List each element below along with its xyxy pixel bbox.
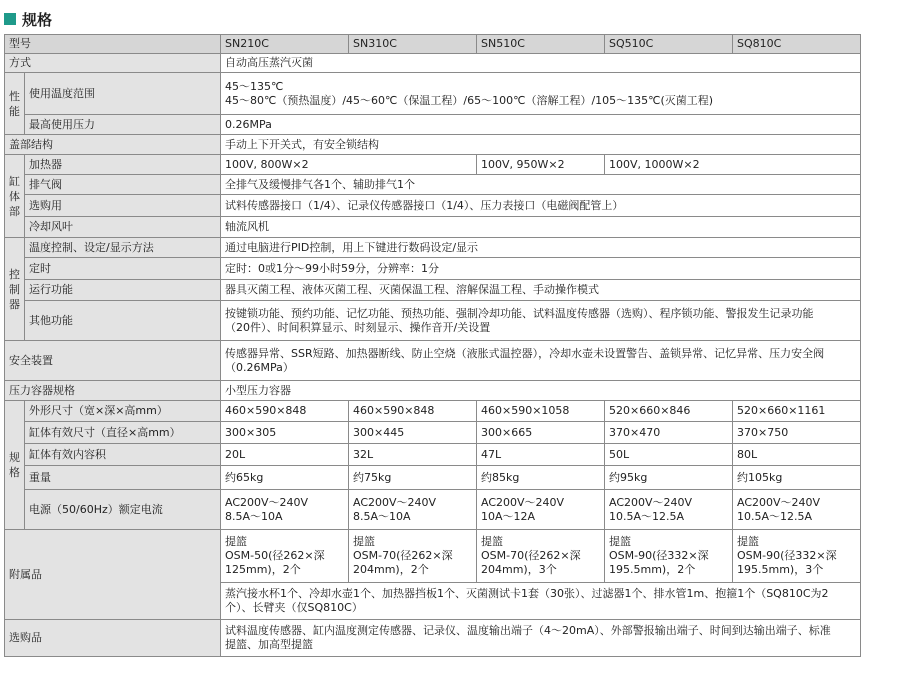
row-label-outer-size: 外形尺寸（宽×深×高mm）: [25, 401, 221, 422]
weight-value: 约75kg: [349, 466, 477, 490]
model-name: SQ810C: [733, 35, 861, 54]
weight-value: 约105kg: [733, 466, 861, 490]
weight-value: 约85kg: [477, 466, 605, 490]
table-row: [5, 422, 861, 444]
outer-size-value: 460×590×848: [349, 401, 477, 422]
volume-value: 50L: [605, 444, 733, 466]
chamber-size-value: 300×665: [477, 422, 605, 444]
model-name: SN210C: [221, 35, 349, 54]
temp-range-value: 45～135℃ 45～80℃（预热温度）/45～60℃（保温工程）/65～100℃（溶解工程）/105～135℃(灭菌工程): [221, 73, 861, 115]
table-row: [5, 444, 861, 466]
heater-value: 100V, 800W×2: [221, 155, 477, 175]
row-label-temp-range: 使用温度范围: [25, 73, 221, 115]
row-label-max-pressure: 最高使用压力: [25, 115, 221, 135]
table-row: [5, 280, 861, 301]
row-label-vessel: 压力容器规格: [5, 381, 221, 401]
weight-value: 约95kg: [605, 466, 733, 490]
table-row: [5, 217, 861, 238]
group-label-body: 缸 体 部: [5, 155, 25, 238]
basket-value: 提篮 OSM-90(径332×深 195.5mm)，3个: [733, 530, 861, 583]
group-label-performance: 性 能: [5, 73, 25, 135]
row-label-accessories: 附属品: [5, 530, 221, 620]
table-row: [5, 301, 861, 341]
common-accessories-value: 蒸汽接水杯1个、冷却水壶1个、加热器挡板1个、灭菌测试卡1套（30张）、过滤器1个、排水管1m、抱箍1个（SQ810C为2 个）、长臂夹（仅SQ810C）: [221, 583, 861, 620]
row-label-lid: 盖部结构: [5, 135, 221, 155]
basket-value: 提篮 OSM-70(径262×深 204mm)，3个: [477, 530, 605, 583]
method-value: 自动高压蒸汽灭菌: [221, 54, 861, 73]
row-label-safety: 安全装置: [5, 341, 221, 381]
row-label-run: 运行功能: [25, 280, 221, 301]
volume-value: 32L: [349, 444, 477, 466]
table-row: [5, 530, 861, 583]
outer-size-value: 460×590×1058: [477, 401, 605, 422]
table-row: [5, 341, 861, 381]
group-label-control: 控 制 器: [5, 238, 25, 341]
section-title: 规格: [22, 10, 53, 29]
run-value: 器具灭菌工程、液体灭菌工程、灭菌保温工程、溶解保温工程、手动操作模式: [221, 280, 861, 301]
row-label-other: 其他功能: [25, 301, 221, 341]
row-label-volume: 缸体有效内容积: [25, 444, 221, 466]
basket-value: 提篮 OSM-50(径262×深 125mm)，2个: [221, 530, 349, 583]
power-value: AC200V～240V 10.5A～12.5A: [733, 490, 861, 530]
table-row: [5, 54, 861, 73]
outer-size-value: 520×660×1161: [733, 401, 861, 422]
table-row: [5, 620, 861, 657]
header-row: [5, 35, 861, 54]
table-row: [5, 466, 861, 490]
row-label-chamber-size: 缸体有效尺寸（直径×高mm）: [25, 422, 221, 444]
timer-value: 定时：0或1分～99小时59分，分辨率：1分: [221, 258, 861, 280]
row-label-options: 选购用: [25, 195, 221, 217]
table-row: [5, 238, 861, 258]
row-label-temp-control: 温度控制、设定/显示方法: [25, 238, 221, 258]
section-header: [4, 8, 52, 30]
table-row: [5, 115, 861, 135]
table-row: [5, 258, 861, 280]
table-row: [5, 135, 861, 155]
table-row: [5, 175, 861, 195]
power-value: AC200V～240V 8.5A～10A: [349, 490, 477, 530]
row-label-timer: 定时: [25, 258, 221, 280]
max-pressure-value: 0.26MPa: [221, 115, 861, 135]
model-name: SN310C: [349, 35, 477, 54]
row-label-fan: 冷却风叶: [25, 217, 221, 238]
volume-value: 47L: [477, 444, 605, 466]
model-name: SN510C: [477, 35, 605, 54]
volume-value: 80L: [733, 444, 861, 466]
row-label-heater: 加热器: [25, 155, 221, 175]
chamber-size-value: 300×445: [349, 422, 477, 444]
table-row: [5, 490, 861, 530]
outer-size-value: 520×660×846: [605, 401, 733, 422]
heater-value: 100V, 1000W×2: [605, 155, 861, 175]
row-label-optional: 选购品: [5, 620, 221, 657]
group-label-specs: 规 格: [5, 401, 25, 530]
table-row: [5, 401, 861, 422]
table-row: [5, 381, 861, 401]
other-value: 按键锁功能、预约功能、记忆功能、预热功能、强制冷却功能、试料温度传感器（选购）、程序锁功能、警报发生记录功能 （20件）、时间积算显示、时刻显示、操作音开/关设置: [221, 301, 861, 341]
exhaust-value: 全排气及缓慢排气各1个、辅助排气1个: [221, 175, 861, 195]
row-label-weight: 重量: [25, 466, 221, 490]
fan-value: 轴流风机: [221, 217, 861, 238]
row-label-method: 方式: [5, 54, 221, 73]
table-row: [5, 155, 861, 175]
options-value: 试料传感器接口（1/4）、记录仪传感器接口（1/4）、压力表接口（电磁阀配管上）: [221, 195, 861, 217]
power-value: AC200V～240V 8.5A～10A: [221, 490, 349, 530]
basket-value: 提篮 OSM-90(径332×深 195.5mm)，2个: [605, 530, 733, 583]
weight-value: 约65kg: [221, 466, 349, 490]
power-value: AC200V～240V 10.5A～12.5A: [605, 490, 733, 530]
outer-size-value: 460×590×848: [221, 401, 349, 422]
safety-value: 传感器异常、SSR短路、加热器断线、防止空烧（液胀式温控器），冷却水壶未设置警告、盖锁异常、记忆异常、压力安全阀 （0.26MPa）: [221, 341, 861, 381]
table-row: [5, 73, 861, 115]
chamber-size-value: 370×470: [605, 422, 733, 444]
row-label-power: 电源（50/60Hz）额定电流: [25, 490, 221, 530]
model-header-label: 型号: [5, 35, 221, 54]
heater-value: 100V, 950W×2: [477, 155, 605, 175]
spec-table: [4, 34, 861, 657]
table-row: [5, 195, 861, 217]
row-label-exhaust: 排气阀: [25, 175, 221, 195]
volume-value: 20L: [221, 444, 349, 466]
section-marker-icon: [4, 13, 16, 25]
model-name: SQ510C: [605, 35, 733, 54]
chamber-size-value: 370×750: [733, 422, 861, 444]
power-value: AC200V～240V 10A～12A: [477, 490, 605, 530]
basket-value: 提篮 OSM-70(径262×深 204mm)，2个: [349, 530, 477, 583]
optional-value: 试料温度传感器、缸内温度测定传感器、记录仪、温度输出端子（4～20mA）、外部警报输出端子、时间到达输出端子、标准 提篮、加高型提篮: [221, 620, 861, 657]
chamber-size-value: 300×305: [221, 422, 349, 444]
vessel-value: 小型压力容器: [221, 381, 861, 401]
lid-value: 手动上下开关式，有安全锁结构: [221, 135, 861, 155]
temp-control-value: 通过电脑进行PID控制，用上下键进行数码设定/显示: [221, 238, 861, 258]
